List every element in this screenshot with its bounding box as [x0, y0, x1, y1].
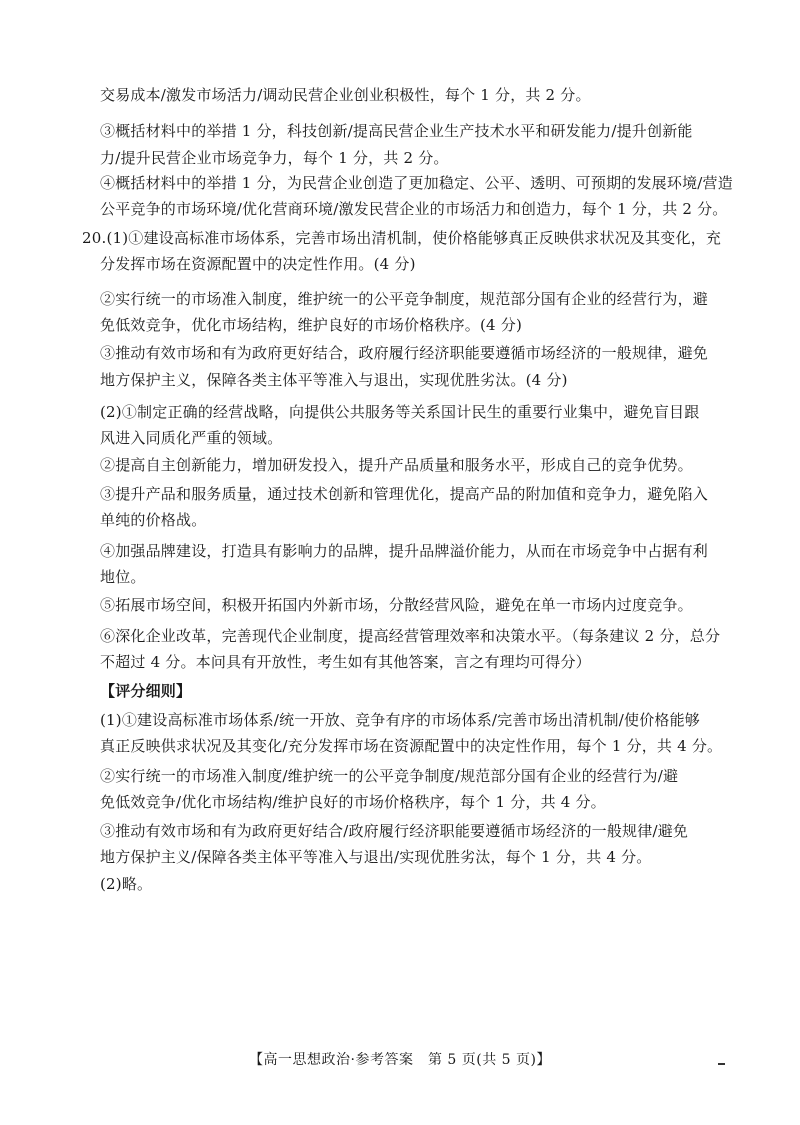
text-line: ②提高自主创新能力，增加研发投入，提升产品质量和服务水平，形成自己的竞争优势。 — [100, 456, 693, 474]
question-20-part1-answer: 20.(1)①建设高标准市场体系，完善市场出清机制，使价格能够真正反映供求状况及其变化，充 — [82, 229, 722, 247]
text-line: 地方保护主义，保障各类主体平等准入与退出，实现优胜劣汰。(4 分) — [100, 371, 568, 389]
text-line: ⑤拓展市场空间，积极开拓国内外新市场，分散经营风险，避免在单一市场内过度竞争。 — [100, 596, 693, 614]
text-line: 公平竞争的市场环境/优化营商环境/激发民营企业的市场活力和创造力，每个 1 分，共 2 分。 — [100, 200, 728, 218]
text-line: ③概括材料中的举措 1 分，科技创新/提高民营企业生产技术水平和研发能力/提升创新能 — [100, 122, 693, 140]
text-line: 风进入同质化严重的领域。 — [100, 429, 283, 447]
text-line: 地位。 — [100, 568, 146, 586]
text-line: 不超过 4 分。本问具有开放性，考生如有其他答案，言之有理均可得分） — [100, 653, 591, 671]
text-line: ④加强品牌建设，打造具有影响力的品牌，提升品牌溢价能力，从而在市场竞争中占据有利 — [100, 542, 709, 560]
text-line: ④概括材料中的举措 1 分，为民营企业创造了更加稳定、公平、透明、可预期的发展环境/营造 — [100, 174, 733, 192]
text-line: 真正反映供求状况及其变化/充分发挥市场在资源配置中的决定性作用，每个 1 分，共 4 分。 — [100, 737, 723, 755]
text-line: 免低效竞争/优化市场结构/维护良好的市场价格秩序，每个 1 分，共 4 分。 — [100, 793, 606, 811]
text-line: 地方保护主义/保障各类主体平等准入与退出/实现优胜劣汰，每个 1 分，共 4 分。 — [100, 848, 652, 866]
text-line: ②实行统一的市场准入制度，维护统一的公平竞争制度，规范部分国有企业的经营行为，避 — [100, 290, 709, 308]
text-line: ②实行统一的市场准入制度/维护统一的公平竞争制度/规范部分国有企业的经营行为/避 — [100, 767, 679, 785]
text-line: 交易成本/激发市场活力/调动民营企业创业积极性，每个 1 分，共 2 分。 — [100, 86, 591, 104]
scoring-details-heading: 【评分细则】 — [100, 682, 192, 700]
text-line: ③推动有效市场和有为政府更好结合/政府履行经济职能要遵循市场经济的一般规律/避免 — [100, 822, 689, 840]
text-line: ③推动有效市场和有为政府更好结合，政府履行经济职能要遵循市场经济的一般规律，避免 — [100, 344, 709, 362]
corner-mark — [718, 1063, 725, 1065]
text-line: (1)①建设高标准市场体系/统一开放、竞争有序的市场体系/完善市场出清机制/使价格能够 — [100, 711, 701, 729]
text-line: (2)①制定正确的经营战略，向提供公共服务等关系国计民生的重要行业集中，避免盲目跟 — [100, 403, 700, 421]
text-line: 单纯的价格战。 — [100, 511, 207, 529]
page-footer: 【高一思想政治·参考答案 第 5 页(共 5 页)】 — [249, 1052, 551, 1068]
text-line: 免低效竞争，优化市场结构，维护良好的市场价格秩序。(4 分) — [100, 316, 523, 334]
text-line: ⑥深化企业改革，完善现代企业制度，提高经营管理效率和决策水平。（每条建议 2 分，总分 — [100, 627, 721, 645]
text-line: 分发挥市场在资源配置中的决定性作用。(4 分) — [100, 255, 416, 273]
text-line: ③提升产品和服务质量，通过技术创新和管理优化，提高产品的附加值和竞争力，避免陷入 — [100, 485, 709, 503]
text-line: (2)略。 — [100, 875, 153, 893]
text-line: 力/提升民营企业市场竞争力，每个 1 分，共 2 分。 — [100, 149, 449, 167]
